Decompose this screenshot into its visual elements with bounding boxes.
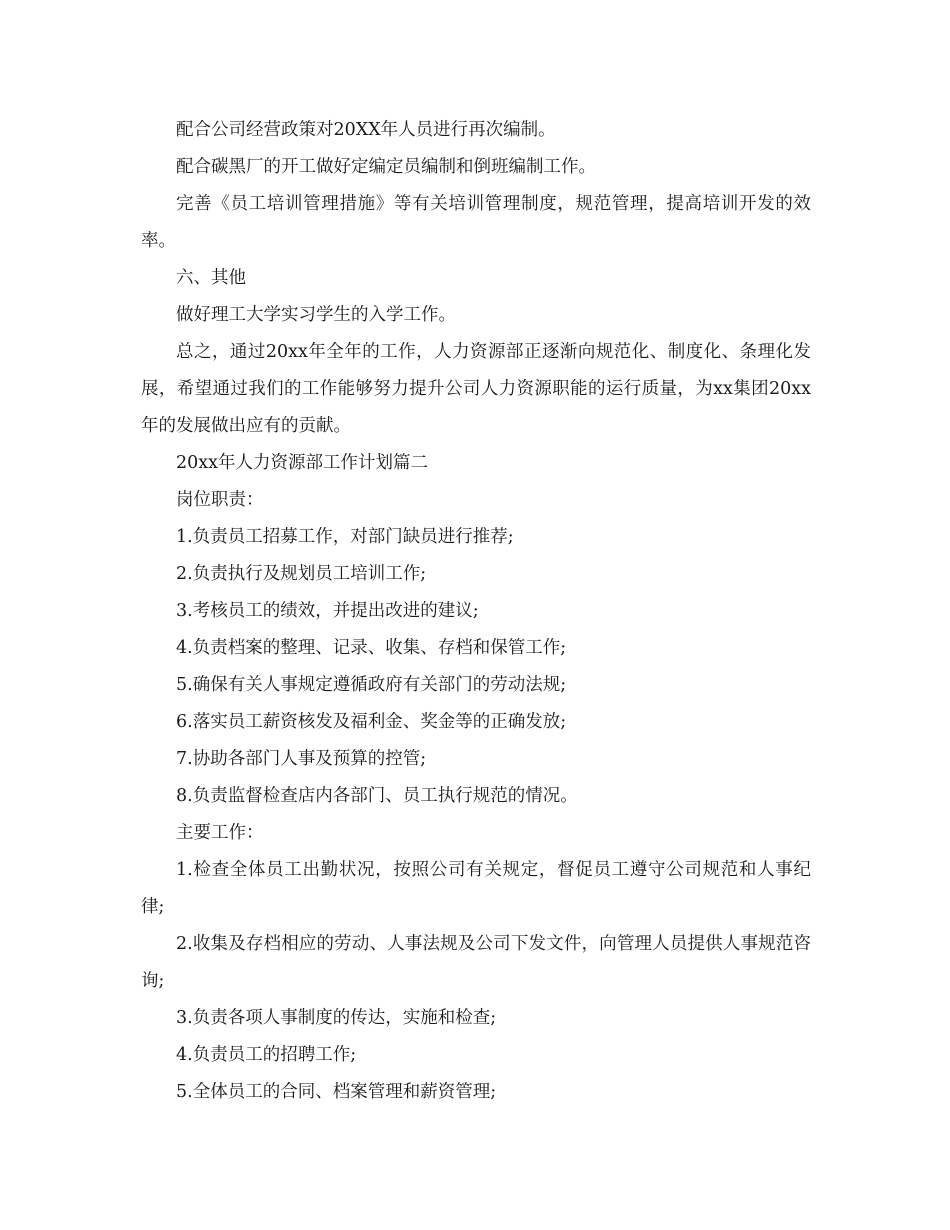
duty-item-4: 4.负责档案的整理、记录、收集、存档和保管工作; xyxy=(176,638,567,658)
duty-item-3: 3.考核员工的绩效，并提出改进的建议; xyxy=(176,601,479,621)
section-heading-other: 六、其他 xyxy=(176,268,246,288)
summary-paragraph: 总之，通过20xx年全年的工作，人力资源部正逐渐向规范化、制度化、条理化发展，希望通过我们的工作能够努力提升公司人力资源职能的运行质量，为xx集团20xx年的发展做出应有的贡献。 xyxy=(141,342,811,436)
heading-main-work: 主要工作： xyxy=(176,823,264,843)
paragraph-1: 配合公司经营政策对20XX年人员进行再次编制。 xyxy=(176,120,556,140)
section-title-plan-2: 20xx年人力资源部工作计划篇二 xyxy=(176,453,429,473)
work-item-3: 3.负责各项人事制度的传达，实施和检查; xyxy=(176,1008,497,1028)
heading-job-duties: 岗位职责： xyxy=(176,490,264,510)
duty-item-2: 2.负责执行及规划员工培训工作; xyxy=(176,564,427,584)
duty-item-6: 6.落实员工薪资核发及福利金、奖金等的正确发放; xyxy=(176,712,567,732)
paragraph-3: 完善《员工培训管理措施》等有关培训管理制度，规范管理，提高培训开发的效率。 xyxy=(141,194,811,251)
duty-item-5: 5.确保有关人事规定遵循政府有关部门的劳动法规; xyxy=(176,675,567,695)
work-item-5: 5.全体员工的合同、档案管理和薪资管理; xyxy=(176,1082,497,1102)
work-item-4: 4.负责员工的招聘工作; xyxy=(176,1045,357,1065)
duty-item-8: 8.负责监督检查店内各部门、员工执行规范的情况。 xyxy=(176,786,578,806)
duty-item-7: 7.协助各部门人事及预算的控管; xyxy=(176,749,427,769)
document-body xyxy=(141,112,811,1111)
work-item-1: 1.检查全体员工出勤状况，按照公司有关规定，督促员工遵守公司规范和人事纪律; xyxy=(141,860,811,917)
paragraph-2: 配合碳黑厂的开工做好定编定员编制和倒班编制工作。 xyxy=(176,157,596,177)
work-item-2: 2.收集及存档相应的劳动、人事法规及公司下发文件，向管理人员提供人事规范咨询; xyxy=(141,934,811,991)
paragraph-5: 做好理工大学实习学生的入学工作。 xyxy=(176,305,456,325)
duty-item-1: 1.负责员工招募工作，对部门缺员进行推荐; xyxy=(176,527,514,547)
